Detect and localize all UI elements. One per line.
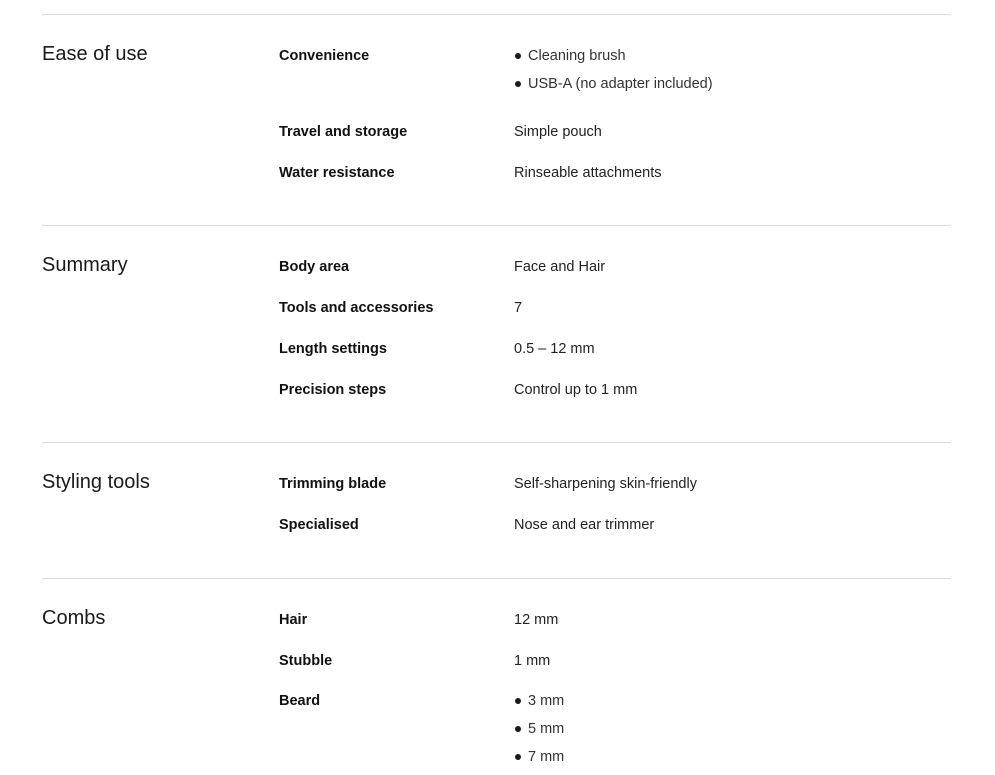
- bullet-icon: [515, 698, 521, 704]
- list-item-text: USB-A (no adapter included): [528, 76, 713, 92]
- spec-label: Length settings: [279, 341, 387, 357]
- list-item-text: 5 mm: [528, 721, 565, 737]
- spec-label: Water resistance: [279, 165, 395, 181]
- bullet-icon: [515, 81, 521, 87]
- list-item: [514, 747, 564, 775]
- spec-label: Stubble: [279, 653, 333, 669]
- spec-value: Face and Hair: [514, 259, 606, 275]
- list-item-text: 7 mm: [528, 749, 565, 765]
- section-title: Styling tools: [42, 471, 150, 493]
- spec-label: Beard: [279, 693, 321, 709]
- spec-value: 1 mm: [514, 653, 551, 669]
- spec-label: Convenience: [279, 48, 370, 64]
- list-item-text: Cleaning brush: [528, 48, 626, 64]
- spec-value: Control up to 1 mm: [514, 382, 638, 398]
- spec-label: Body area: [279, 259, 350, 275]
- spec-label: Hair: [279, 612, 308, 628]
- spec-value: Simple pouch: [514, 124, 602, 140]
- list-item: [514, 74, 713, 102]
- list-item: [514, 719, 564, 747]
- bullet-list: [514, 691, 564, 775]
- specifications-table: [42, 14, 951, 763]
- section-styling-tools: [42, 442, 951, 578]
- section-title: Combs: [42, 607, 106, 629]
- spec-value: [514, 46, 713, 102]
- spec-label: Trimming blade: [279, 476, 387, 492]
- spec-label: Travel and storage: [279, 124, 408, 140]
- bullet-icon: [515, 726, 521, 732]
- list-item: [514, 691, 564, 719]
- spec-value: Nose and ear trimmer: [514, 517, 655, 533]
- spec-value: Rinseable attachments: [514, 165, 662, 181]
- bullet-list: [514, 46, 713, 102]
- spec-value: 0.5 – 12 mm: [514, 341, 595, 357]
- spec-value: Self-sharpening skin-friendly: [514, 476, 697, 492]
- spec-value: 7: [514, 300, 523, 316]
- bullet-icon: [515, 754, 521, 760]
- section-combs: [42, 578, 951, 763]
- list-item-text: 3 mm: [528, 693, 565, 709]
- section-ease-of-use: [42, 14, 951, 225]
- spec-label: Tools and accessories: [279, 300, 434, 316]
- spec-label: Specialised: [279, 517, 359, 533]
- spec-label: Precision steps: [279, 382, 387, 398]
- section-summary: [42, 225, 951, 442]
- spec-value: 12 mm: [514, 612, 559, 628]
- bullet-icon: [515, 53, 521, 59]
- section-title: Ease of use: [42, 43, 148, 65]
- list-item: [514, 46, 713, 74]
- section-title: Summary: [42, 254, 128, 276]
- spec-value: [514, 691, 564, 775]
